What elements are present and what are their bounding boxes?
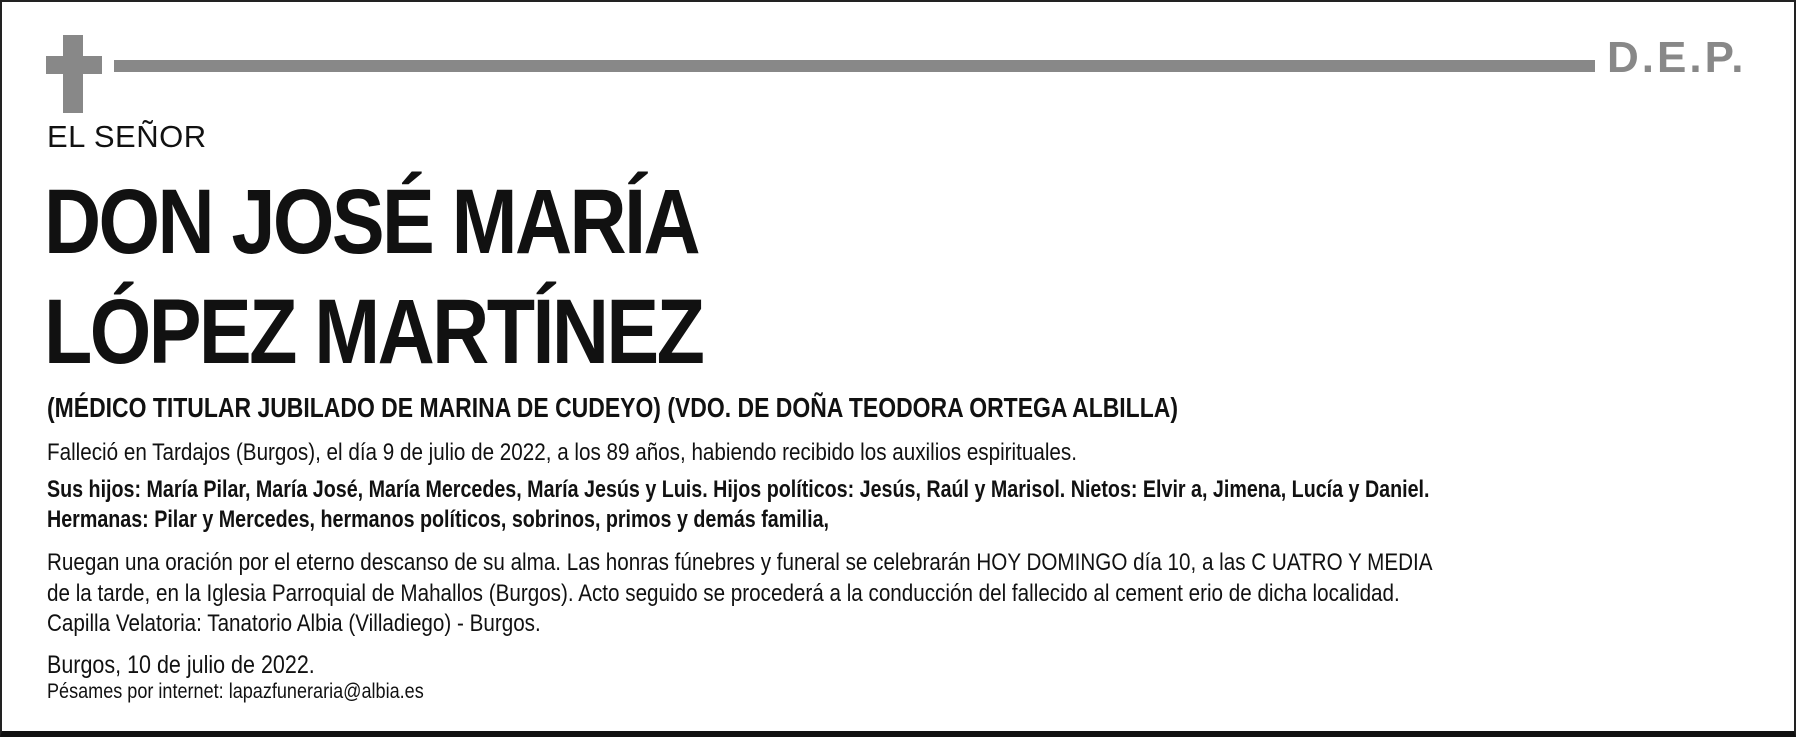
family-line-2: Hermanas: Pilar y Mercedes, hermanos políticos, sobrinos, primos y demás familia, — [47, 506, 830, 533]
family-line-1: Sus hijos: María Pilar, María José, María Mercedes, María Jesús y Luis. Hijos políticos: Jesús, Raúl y Marisol. Nietos: Elvir a, Jimena, Lucía y Daniel. — [47, 476, 1430, 503]
prayer-line-1: Ruegan una oración por el eterno descanso de su alma. Las honras fúnebres y funeral se celebrarán HOY DOMINGO día 10, a las C UATRO Y MEDIA — [47, 549, 1433, 576]
cross-icon — [46, 35, 102, 113]
deceased-name-line1: DON JOSÉ MARÍA — [44, 171, 699, 273]
place-date: Burgos, 10 de julio de 2022. — [47, 651, 315, 679]
deceased-subtitle: (MÉDICO TITULAR JUBILADO DE MARINA DE CUDEYO) (VDO. DE DOÑA TEODORA ORTEGA ALBILLA) — [47, 392, 1178, 423]
prayer-line-3: Capilla Velatoria: Tanatorio Albia (Villadiego) - Burgos. — [47, 610, 541, 637]
condolences-line: Pésames por internet: lapazfuneraria@albia.es — [47, 680, 424, 703]
prayer-line-2: de la tarde, en la Iglesia Parroquial de Mahallos (Burgos). Acto seguido se procederá a la conducción del fallecido al cement erio de dicha localidad. — [47, 580, 1400, 607]
death-text: Falleció en Tardajos (Burgos), el día 9 de julio de 2022, a los 89 años, habiendo recibido los auxilios espirituales. — [47, 439, 1077, 466]
header-rule — [114, 60, 1595, 72]
dep-label: D.E.P. — [1607, 33, 1747, 82]
deceased-name-line2: LÓPEZ MARTÍNEZ — [44, 281, 703, 383]
honorific: EL SEÑOR — [47, 119, 207, 154]
